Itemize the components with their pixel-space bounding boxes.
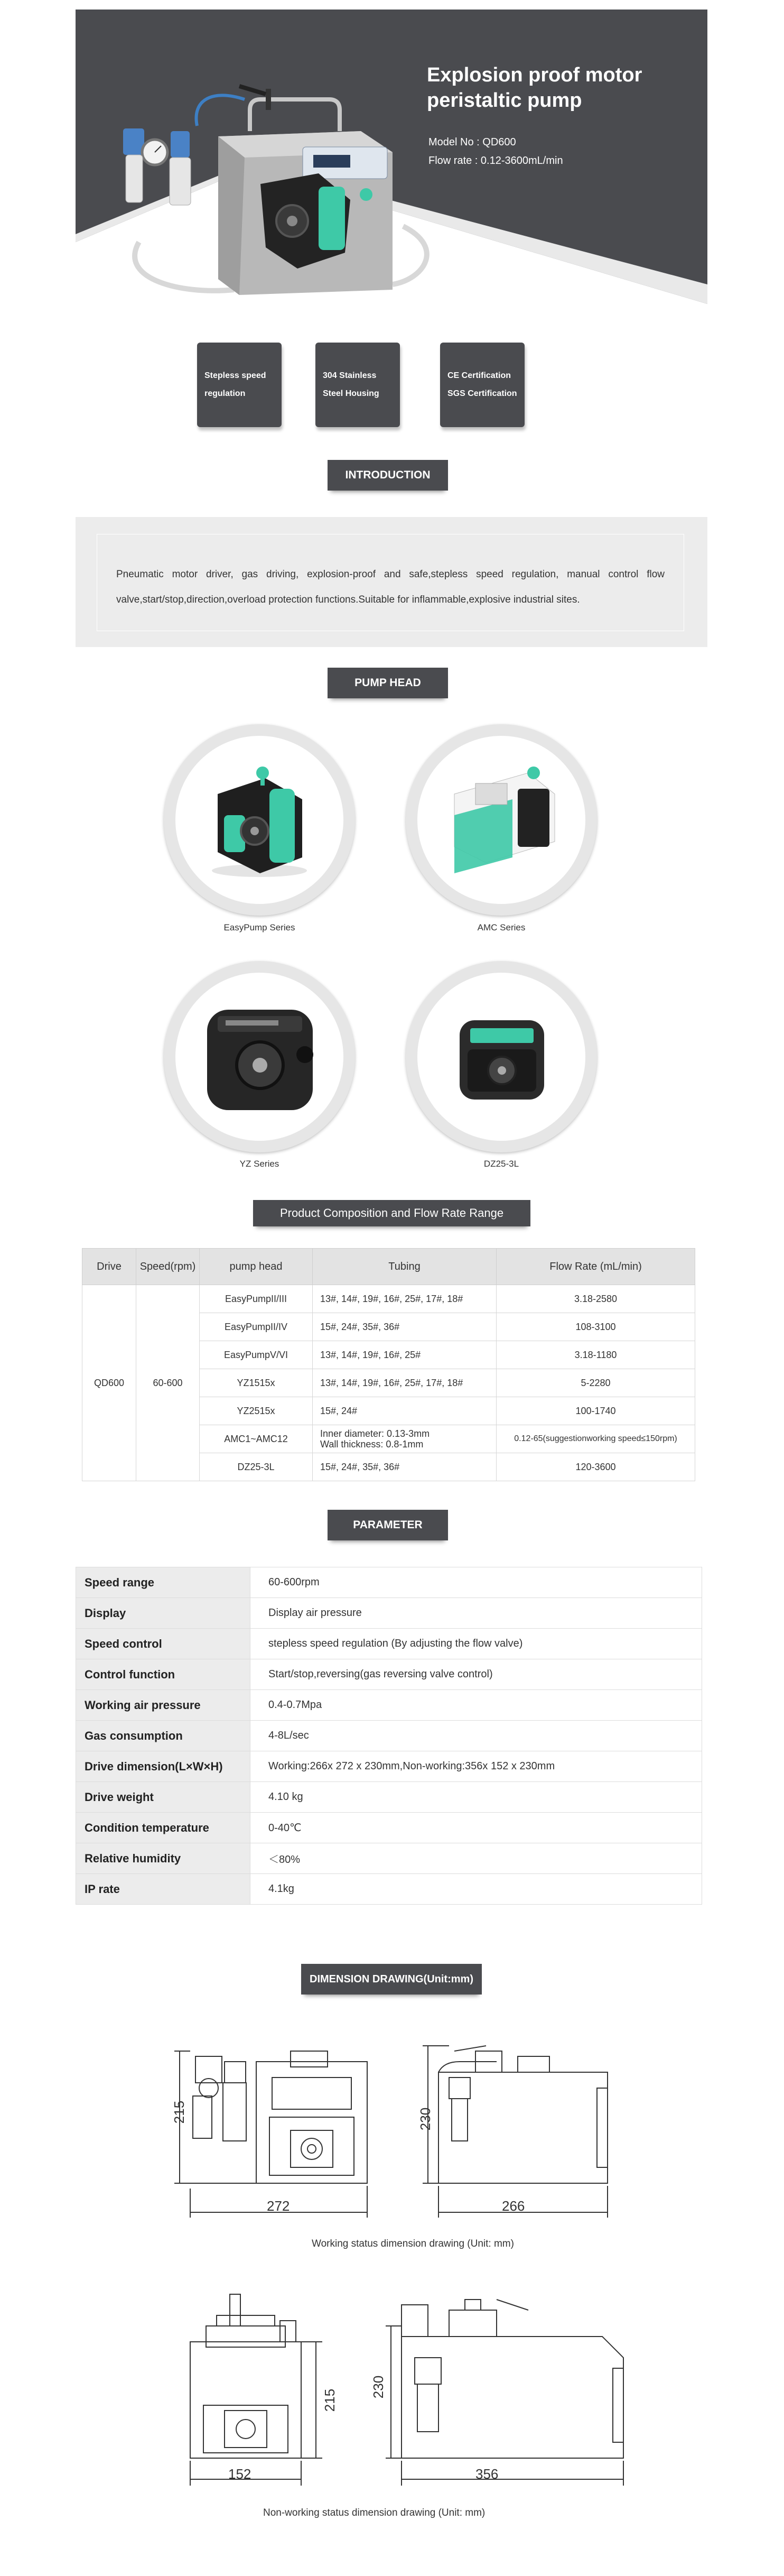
param-value: 60-600rpm bbox=[250, 1567, 702, 1598]
table-cell: EasyPumpII/III bbox=[200, 1285, 313, 1313]
table-cell: EasyPumpII/IV bbox=[200, 1313, 313, 1341]
table-header: Speed(rpm) bbox=[136, 1249, 200, 1285]
pump-head-label: AMC Series bbox=[477, 922, 526, 932]
badge-stainless-housing bbox=[315, 343, 400, 427]
badge-certification bbox=[440, 343, 525, 427]
table-cell: 3.18-1180 bbox=[497, 1341, 695, 1369]
table-row bbox=[76, 1751, 702, 1782]
table-row bbox=[76, 1782, 702, 1813]
param-value: 0-40℃ bbox=[250, 1813, 702, 1843]
table-header: Drive bbox=[82, 1249, 136, 1285]
table-cell: 13#, 14#, 19#, 16#, 25#, 17#, 18# bbox=[313, 1285, 497, 1313]
param-value: Start/stop,reversing(gas reversing valve control) bbox=[250, 1659, 702, 1690]
param-value: 4.1kg bbox=[250, 1874, 702, 1905]
param-key: Condition temperature bbox=[76, 1813, 250, 1843]
badge-line: regulation bbox=[204, 389, 246, 398]
table-cell-speed: 60-600 bbox=[136, 1285, 200, 1481]
param-value: Working:266x 272 x 230mm,Non-working:356x 152 x 230mm bbox=[250, 1751, 702, 1782]
nonworking-front-drawing bbox=[174, 2278, 343, 2490]
table-cell: AMC1~AMC12 bbox=[200, 1425, 313, 1453]
table-row bbox=[76, 1874, 702, 1905]
table-cell bbox=[313, 1425, 497, 1453]
section-title-introduction: INTRODUCTION bbox=[328, 460, 448, 491]
nonworking-side-drawing bbox=[370, 2278, 634, 2490]
nonworking-front-height: 215 bbox=[322, 2388, 338, 2412]
param-value: Display air pressure bbox=[250, 1598, 702, 1629]
table-header: Flow Rate (mL/min) bbox=[497, 1249, 695, 1285]
param-value: ＜80% bbox=[250, 1843, 702, 1874]
param-key: Drive dimension(L×W×H) bbox=[76, 1751, 250, 1782]
pump-head-label: YZ Series bbox=[239, 1159, 279, 1169]
table-row bbox=[76, 1567, 702, 1598]
section-title-pump-head: PUMP HEAD bbox=[328, 668, 448, 698]
table-cell: 15#, 24#, 35#, 36# bbox=[313, 1453, 497, 1481]
badge-line: Stepless speed bbox=[204, 371, 266, 380]
tubing-inner-diameter: Inner diameter: 0.13-3mm bbox=[320, 1428, 430, 1439]
param-key: Control function bbox=[76, 1659, 250, 1690]
table-row bbox=[82, 1285, 695, 1313]
pump-head-label: EasyPump Series bbox=[223, 922, 295, 932]
table-cell: 13#, 14#, 19#, 16#, 25#, 17#, 18# bbox=[313, 1369, 497, 1397]
table-cell: 0.12-65(suggestionworking speed≤150rpm) bbox=[497, 1425, 695, 1453]
badge-line: SGS Certification bbox=[447, 389, 517, 398]
table-row bbox=[76, 1659, 702, 1690]
param-value: 4-8L/sec bbox=[250, 1721, 702, 1751]
flow-table-header-row bbox=[82, 1249, 695, 1285]
param-key: Working air pressure bbox=[76, 1690, 250, 1721]
table-cell: YZ2515x bbox=[200, 1397, 313, 1425]
table-cell: EasyPumpV/VI bbox=[200, 1341, 313, 1369]
table-cell: 5-2280 bbox=[497, 1369, 695, 1397]
section-title-dimension: DIMENSION DRAWING(Unit:mm) bbox=[301, 1964, 482, 1995]
table-cell: DZ25-3L bbox=[200, 1453, 313, 1481]
badge-stepless-speed bbox=[197, 343, 282, 427]
working-front-width: 272 bbox=[267, 2198, 290, 2214]
pump-head-yz-image bbox=[164, 961, 355, 1152]
table-cell: 15#, 24#, 35#, 36# bbox=[313, 1313, 497, 1341]
working-front-height: 215 bbox=[171, 2100, 188, 2124]
parameter-table bbox=[76, 1567, 702, 1905]
nonworking-side-height: 230 bbox=[370, 2375, 387, 2399]
table-cell: 15#, 24# bbox=[313, 1397, 497, 1425]
table-cell: 3.18-2580 bbox=[497, 1285, 695, 1313]
hero-title-line2: peristaltic pump bbox=[427, 89, 582, 112]
pump-head-amc-image bbox=[406, 724, 597, 916]
badge-line: Steel Housing bbox=[323, 389, 379, 398]
table-row bbox=[76, 1813, 702, 1843]
hero-banner bbox=[76, 10, 707, 304]
param-value: 4.10 kg bbox=[250, 1782, 702, 1813]
hero-title-line1: Explosion proof motor bbox=[427, 64, 642, 86]
table-header: pump head bbox=[200, 1249, 313, 1285]
hero-model-number: Model No : QD600 bbox=[428, 136, 516, 148]
param-key: Display bbox=[76, 1598, 250, 1629]
pump-head-label: DZ25-3L bbox=[483, 1159, 519, 1169]
working-side-width: 266 bbox=[502, 2198, 525, 2214]
table-row bbox=[76, 1629, 702, 1659]
param-key: Drive weight bbox=[76, 1782, 250, 1813]
param-key: IP rate bbox=[76, 1874, 250, 1905]
param-key: Relative humidity bbox=[76, 1843, 250, 1874]
param-key: Speed range bbox=[76, 1567, 250, 1598]
table-cell: 108-3100 bbox=[497, 1313, 695, 1341]
hero-title bbox=[427, 62, 691, 113]
explosion-proof-pump-image bbox=[107, 68, 435, 304]
param-key: Speed control bbox=[76, 1629, 250, 1659]
param-key: Gas consumption bbox=[76, 1721, 250, 1751]
param-value: 0.4-0.7Mpa bbox=[250, 1690, 702, 1721]
section-title-parameter: PARAMETER bbox=[328, 1510, 448, 1540]
table-row bbox=[76, 1843, 702, 1874]
badge-line: 304 Stainless bbox=[323, 371, 377, 380]
table-cell: 120-3600 bbox=[497, 1453, 695, 1481]
param-value: stepless speed regulation (By adjusting the flow valve) bbox=[250, 1629, 702, 1659]
pump-head-dz25-image bbox=[406, 961, 597, 1152]
introduction-panel bbox=[76, 517, 707, 647]
table-row bbox=[76, 1721, 702, 1751]
pump-head-easypump-image bbox=[164, 724, 355, 916]
table-cell: YZ1515x bbox=[200, 1369, 313, 1397]
table-header: Tubing bbox=[313, 1249, 497, 1285]
nonworking-front-width: 152 bbox=[228, 2466, 251, 2482]
table-cell: 13#, 14#, 19#, 16#, 25# bbox=[313, 1341, 497, 1369]
hero-flow-rate: Flow rate : 0.12-3600mL/min bbox=[428, 155, 563, 167]
flow-rate-table bbox=[82, 1248, 695, 1481]
nonworking-side-width: 356 bbox=[475, 2466, 499, 2482]
table-row bbox=[76, 1598, 702, 1629]
table-cell-drive: QD600 bbox=[82, 1285, 136, 1481]
tubing-wall-thickness: Wall thickness: 0.8-1mm bbox=[320, 1439, 424, 1449]
working-drawing-caption: Working status dimension drawing (Unit: mm) bbox=[312, 2238, 514, 2249]
badge-line: CE Certification bbox=[447, 371, 511, 380]
table-cell: 100-1740 bbox=[497, 1397, 695, 1425]
nonworking-drawing-caption: Non-working status dimension drawing (Unit: mm) bbox=[263, 2507, 486, 2518]
working-side-height: 230 bbox=[417, 2107, 434, 2131]
introduction-text: Pneumatic motor driver, gas driving, explosion-proof and safe,stepless speed regulation, manual control flow valve,start/stop,direction,overload protection functions.Suitable for inflammable,explosive industrial sites. bbox=[97, 534, 684, 631]
section-title-composition: Product Composition and Flow Rate Range bbox=[253, 1200, 530, 1226]
table-row bbox=[76, 1690, 702, 1721]
